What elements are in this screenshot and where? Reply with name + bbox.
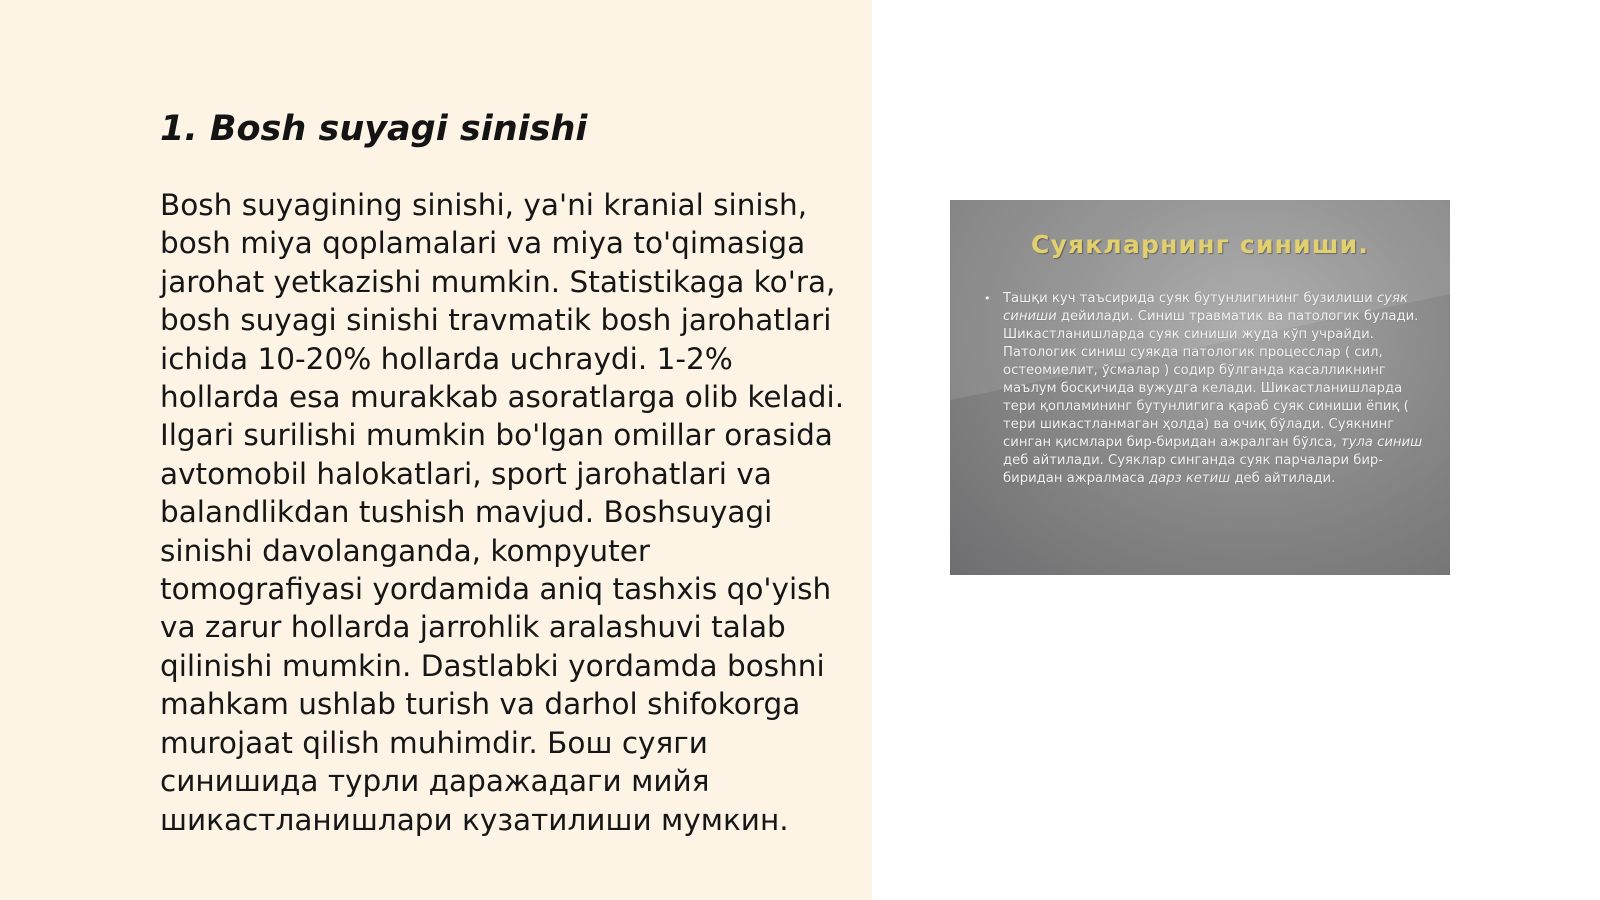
- slide-text-segment: Ташқи куч таъсирида суяк бутунлигининг бузилиши: [1003, 291, 1377, 306]
- section-paragraph: Bosh suyagining sinishi, ya'ni kranial sinish, bosh miya qoplamalari va miya to'qimasiga jarohat yetkazishi mumkin. Statistikaga ko'ra, bosh suyagi sinishi travmatik bosh jarohatlari ichida 10-20% hollarda uchraydi. 1-2% hollarda esa murakkab asoratlarga olib keladi. Ilgari surilishi mumkin bo'lgan omillar orasida avtomobil halokatlari, sport jarohatlari va balandlikdan tushish mavjud. Boshsuyagi sinishi davolanganda, kompyuter tomografiyasi yordamida aniq tashxis qo'yish va zarur hollarda jarrohlik aralashuvi talab qilinishi mumkin. Dastlabki yordamda boshni mahkam ushlab turish va darhol shifokorga murojaat qilish muhimdir. Бош суяги синишида турли даражадаги мийя шикастланишлари кузатилиши мумкин.: [160, 188, 845, 837]
- bullet-icon: •: [984, 292, 991, 305]
- slide-text-segment: дейилади. Синиш травматик ва патологик булади. Шикастланишларда суяк синиши жуда кўп учрайди. Патологик синиш суякда патологик процесслар ( сил, остеомиелит, ўсмалар ) содир бўлганда касалликнинг маълум босқичида вужудга келади. Шикастланишларда тери қопламининг бутунлигига қараб суяк синиши ёпиқ ( тери шикастланмаган ҳолда) ва очиқ бўлади. Суякнинг синган қисмлари бир-биридан ажралган бўлса,: [1003, 309, 1419, 450]
- slide-term: тула синиш: [1340, 435, 1423, 450]
- slide-term: суяк синиши: [1003, 291, 1408, 324]
- slide-title: Суякларнинг синиши.: [1030, 230, 1370, 259]
- section-heading: 1. Bosh suyagi sinishi: [160, 109, 588, 149]
- slide-term: дарз кетиш: [1149, 471, 1231, 486]
- slide-text-segment: деб айтилади.: [1230, 471, 1336, 486]
- slide-text-segment: деб айтилади. Суяклар синганда суяк парчалари бир-биридан ажралмаса: [1003, 453, 1384, 486]
- slide-body-text: [1003, 290, 1423, 488]
- slide-image: [950, 200, 1450, 575]
